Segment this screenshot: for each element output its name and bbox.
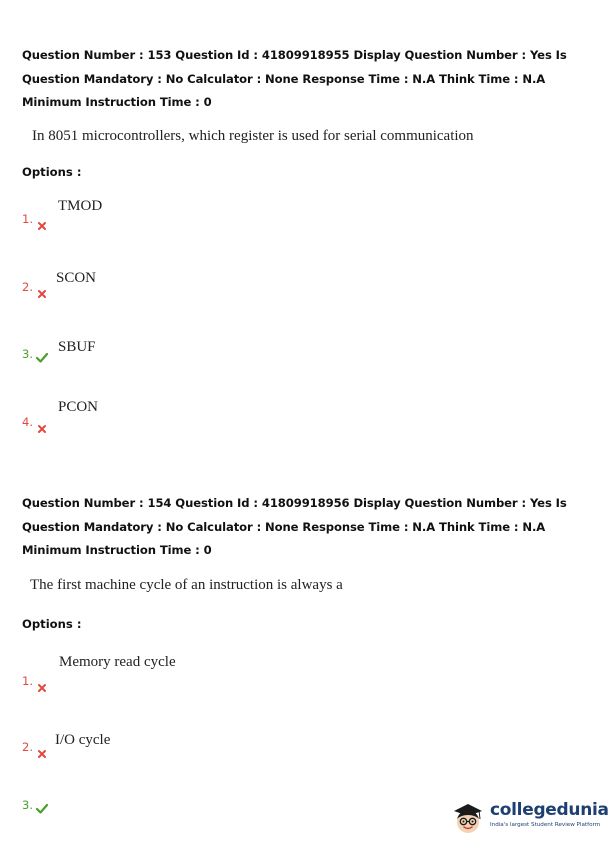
option-text: I/O cycle — [55, 732, 111, 748]
option-text: TMOD — [58, 198, 103, 214]
correct-check-icon — [36, 348, 48, 367]
option-2 — [22, 732, 322, 762]
question-text: The first machine cycle of an instruction is always a — [30, 577, 343, 593]
incorrect-cross-icon — [38, 743, 46, 762]
question-block-153 — [22, 44, 582, 115]
option-number: 3. — [22, 798, 33, 812]
option-3 — [22, 796, 322, 826]
option-2 — [22, 268, 322, 298]
option-3 — [22, 337, 322, 367]
option-1 — [22, 654, 322, 688]
question-text: In 8051 microcontrollers, which register is used for serial communication — [32, 128, 474, 144]
collegedunia-logo — [448, 797, 609, 837]
logo-tagline: India's largest Student Review Platform — [490, 822, 601, 828]
option-4 — [22, 397, 322, 427]
option-number: 3. — [22, 347, 33, 361]
options-label: Options : — [22, 617, 82, 631]
incorrect-cross-icon — [38, 418, 46, 437]
options-label: Options : — [22, 165, 82, 179]
option-number: 2. — [22, 740, 33, 754]
option-1 — [22, 196, 322, 226]
option-number: 2. — [22, 280, 33, 294]
option-text: SBUF — [58, 339, 96, 355]
logo-wordmark: collegedunia — [490, 800, 609, 820]
option-number: 1. — [22, 212, 33, 226]
student-mascot-icon — [448, 797, 488, 841]
question-header: Question Number : 153 Question Id : 41809918955 Display Question Number : Yes Is Question Mandatory : No Calculator : None Response Time : N.A Think Time : N.A Minimum Instruction Time : 0 — [22, 48, 567, 109]
option-text: SCON — [56, 270, 97, 286]
question-block-154 — [22, 492, 582, 563]
incorrect-cross-icon — [38, 283, 46, 302]
incorrect-cross-icon — [38, 215, 46, 234]
correct-check-icon — [36, 799, 48, 818]
question-header: Question Number : 154 Question Id : 41809918956 Display Question Number : Yes Is Question Mandatory : No Calculator : None Response Time : N.A Think Time : N.A Minimum Instruction Time : 0 — [22, 496, 567, 557]
incorrect-cross-icon — [38, 677, 46, 696]
option-text: Memory read cycle — [59, 654, 176, 670]
option-text: PCON — [58, 399, 99, 415]
option-number: 1. — [22, 674, 33, 688]
option-number: 4. — [22, 415, 33, 429]
